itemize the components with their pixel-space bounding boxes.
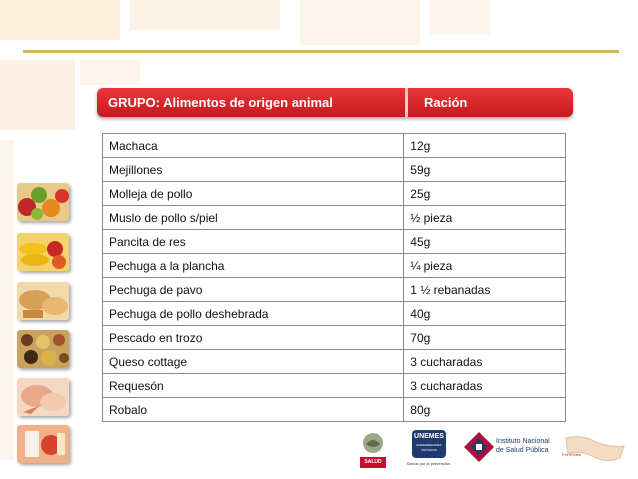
table-row (103, 278, 566, 302)
insp-line-2: de Salud Pública (496, 447, 549, 454)
portion-cell: ¼ pieza (404, 254, 566, 278)
food-cell: Pescado en trozo (103, 326, 404, 350)
insp-name (496, 437, 556, 461)
unemes-subtitle: ENFERMEDADES CRÓNICAS (416, 443, 442, 452)
cereals-bread-thumbnail-icon (17, 282, 69, 320)
insp-emblem-icon (462, 430, 496, 464)
group-label: GRUPO: Alimentos de origen animal (108, 95, 333, 110)
table-row (103, 398, 566, 422)
unemes-label: UNEMES (414, 433, 444, 440)
food-cell: Pechuga a la plancha (103, 254, 404, 278)
map-label: Por el bien (562, 452, 582, 457)
table-row (103, 326, 566, 350)
table-row (103, 230, 566, 254)
portion-cell: 59g (404, 158, 566, 182)
portion-cell: 80g (404, 398, 566, 422)
unemes-tagline: Socios por la prevención. (406, 461, 452, 466)
table-row (103, 182, 566, 206)
food-cell: Pechuga de pavo (103, 278, 404, 302)
food-cell: Molleja de pollo (103, 182, 404, 206)
table-row (103, 302, 566, 326)
portion-cell: 3 cucharadas (404, 350, 566, 374)
food-cell: Requesón (103, 374, 404, 398)
table-row (103, 134, 566, 158)
portion-cell: 3 cucharadas (404, 374, 566, 398)
table-row (103, 374, 566, 398)
group-header-bar (97, 88, 573, 117)
unemes-logo (400, 430, 458, 470)
food-cell: Mejillones (103, 158, 404, 182)
food-cell: Queso cottage (103, 350, 404, 374)
food-portion-table (102, 133, 566, 422)
dairy-thumbnail-icon (17, 425, 69, 463)
portion-cell: 12g (404, 134, 566, 158)
animal-foods-thumbnail-icon (17, 378, 69, 416)
portion-cell: 40g (404, 302, 566, 326)
portion-cell: 1 ½ rebanadas (404, 278, 566, 302)
salud-label: SALUD (364, 459, 382, 465)
food-cell: Robalo (103, 398, 404, 422)
food-cell: Machaca (103, 134, 404, 158)
table-row (103, 206, 566, 230)
portion-cell: 25g (404, 182, 566, 206)
mexico-map-logo (562, 430, 628, 468)
insp-line-1: Instituto Nacional (496, 438, 550, 445)
table-row (103, 350, 566, 374)
food-cell: Pancita de res (103, 230, 404, 254)
fruits-thumbnail-icon (17, 233, 69, 271)
food-cell: Pechuga de pollo deshebrada (103, 302, 404, 326)
portion-cell: 70g (404, 326, 566, 350)
legumes-thumbnail-icon (17, 330, 69, 368)
portion-label: Ración (424, 95, 468, 110)
table-row (103, 254, 566, 278)
salud-logo (358, 430, 388, 470)
table-row (103, 158, 566, 182)
gold-divider-line (23, 50, 619, 53)
portion-cell: ½ pieza (404, 206, 566, 230)
vegetables-fruits-thumbnail-icon (17, 183, 69, 221)
portion-cell: 45g (404, 230, 566, 254)
food-cell: Muslo de pollo s/piel (103, 206, 404, 230)
